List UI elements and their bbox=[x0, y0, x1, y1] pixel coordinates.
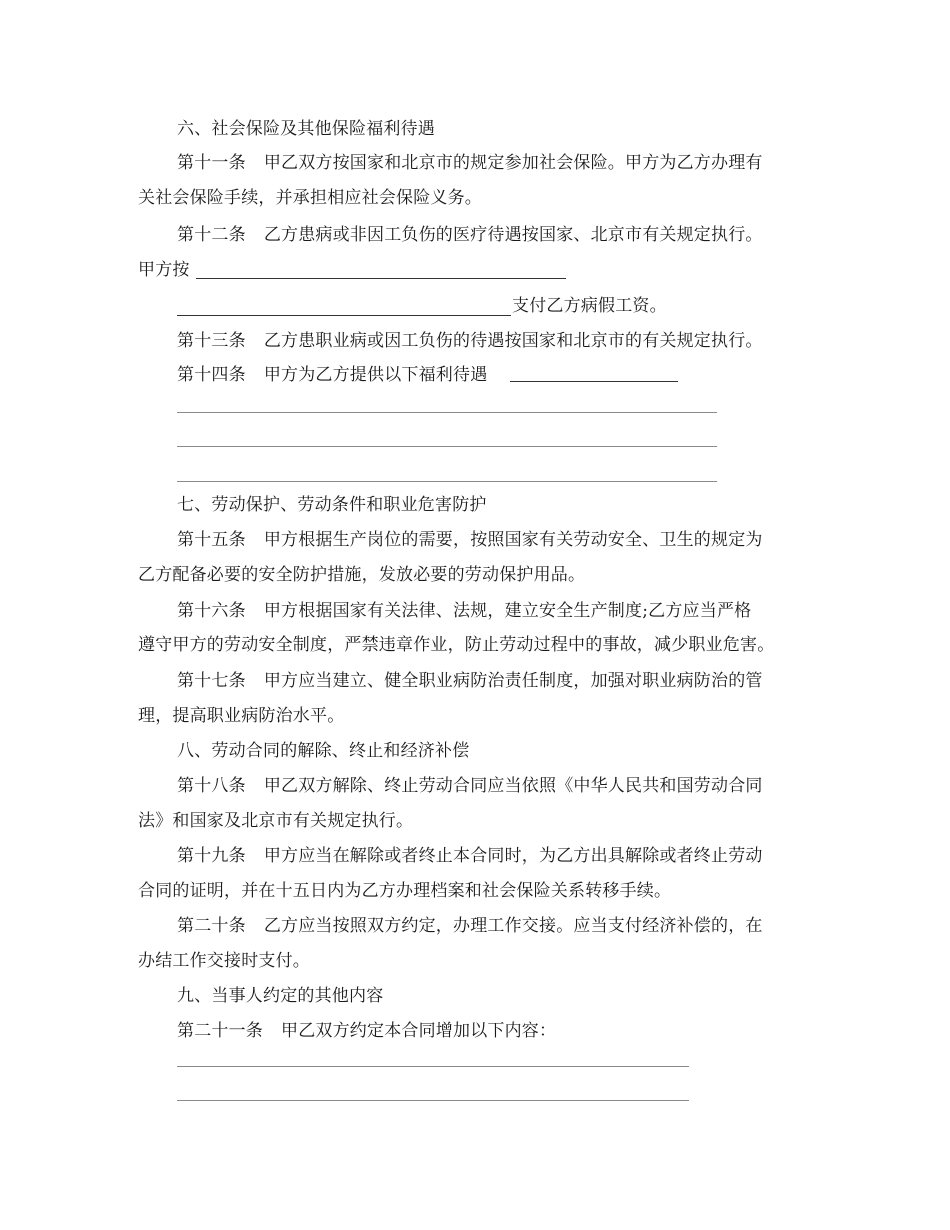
article-14-number: 第十四条 bbox=[177, 365, 246, 385]
article-18-number: 第十八条 bbox=[177, 776, 246, 796]
article-12-line-1 bbox=[177, 224, 763, 246]
article-12-line-3: 支付乙方病假工资。 bbox=[512, 296, 667, 316]
article-12-blank-1[interactable] bbox=[196, 278, 566, 279]
article-17-line-1 bbox=[177, 670, 763, 692]
article-14-blank-1[interactable] bbox=[177, 412, 717, 413]
section-9-heading: 九、当事人约定的其他内容 bbox=[177, 986, 384, 1006]
article-12-text: 乙方患病或非因工负伤的医疗待遇按国家、北京市有关规定执行。 bbox=[263, 225, 763, 245]
article-19-line-2: 合同的证明，并在十五日内为乙方办理档案和社会保险关系转移手续。 bbox=[138, 881, 672, 901]
article-19-text: 甲方应当在解除或者终止本合同时，为乙方出具解除或者终止劳动 bbox=[263, 846, 763, 866]
article-14-text: 甲方为乙方提供以下福利待遇 bbox=[263, 365, 488, 385]
article-15-line-2: 乙方配备必要的安全防护措施，发放必要的劳动保护用品。 bbox=[138, 565, 586, 585]
article-13-number: 第十三条 bbox=[177, 331, 246, 351]
article-11-line-1 bbox=[177, 152, 763, 174]
article-13-text: 乙方患职业病或因工负伤的待遇按国家和北京市的有关规定执行。 bbox=[263, 331, 763, 351]
section-8-heading: 八、劳动合同的解除、终止和经济补偿 bbox=[177, 741, 470, 761]
article-12-blank-2[interactable] bbox=[177, 315, 511, 316]
article-12-number: 第十二条 bbox=[177, 225, 246, 245]
article-18-line-1 bbox=[177, 775, 763, 797]
article-19-line-1 bbox=[177, 845, 763, 867]
article-18-text: 甲乙双方解除、终止劳动合同应当依照《中华人民共和国劳动合同 bbox=[263, 776, 763, 796]
article-17-number: 第十七条 bbox=[177, 671, 246, 691]
section-6-heading: 六、社会保险及其他保险福利待遇 bbox=[177, 119, 435, 139]
article-14-blank-3[interactable] bbox=[177, 481, 717, 482]
article-14-line-1 bbox=[177, 364, 487, 386]
article-20-line-1 bbox=[177, 915, 763, 937]
article-15-number: 第十五条 bbox=[177, 530, 246, 550]
article-13-line-1 bbox=[177, 330, 763, 352]
article-11-line-2: 关社会保险手续，并承担相应社会保险义务。 bbox=[138, 188, 482, 208]
section-7-heading: 七、劳动保护、劳动条件和职业危害防护 bbox=[177, 495, 487, 515]
article-16-text: 甲方根据国家有关法律、法规，建立安全生产制度;乙方应当严格 bbox=[263, 601, 752, 621]
article-14-blank-2[interactable] bbox=[177, 446, 717, 447]
article-19-number: 第十九条 bbox=[177, 846, 246, 866]
article-20-line-2: 办结工作交接时支付。 bbox=[138, 951, 310, 971]
article-17-text: 甲方应当建立、健全职业病防治责任制度，加强对职业病防治的管 bbox=[263, 671, 763, 691]
article-20-text: 乙方应当按照双方约定，办理工作交接。应当支付经济补偿的，在 bbox=[263, 916, 763, 936]
article-21-blank-1[interactable] bbox=[177, 1066, 689, 1067]
article-17-line-2: 理，提高职业病防治水平。 bbox=[138, 706, 345, 726]
article-14-blank-inline[interactable] bbox=[510, 381, 678, 382]
article-21-line-1 bbox=[177, 1020, 556, 1042]
article-12-line-2: 甲方按 bbox=[138, 260, 190, 280]
article-16-line-1 bbox=[177, 600, 751, 622]
article-15-line-1 bbox=[177, 529, 763, 551]
article-18-line-2: 法》和国家及北京市有关规定执行。 bbox=[138, 811, 414, 831]
article-15-text: 甲方根据生产岗位的需要，按照国家有关劳动安全、卫生的规定为 bbox=[263, 530, 763, 550]
article-16-line-2: 遵守甲方的劳动安全制度，严禁违章作业，防止劳动过程中的事故，减少职业危害。 bbox=[138, 635, 775, 655]
article-11-text: 甲乙双方按国家和北京市的规定参加社会保险。甲方为乙方办理有 bbox=[263, 153, 763, 173]
article-21-blank-2[interactable] bbox=[177, 1100, 689, 1101]
article-16-number: 第十六条 bbox=[177, 601, 246, 621]
article-11-number: 第十一条 bbox=[177, 153, 246, 173]
article-21-text: 甲乙双方约定本合同增加以下内容： bbox=[281, 1021, 557, 1041]
article-21-number: 第二十一条 bbox=[177, 1021, 263, 1041]
article-20-number: 第二十条 bbox=[177, 916, 246, 936]
